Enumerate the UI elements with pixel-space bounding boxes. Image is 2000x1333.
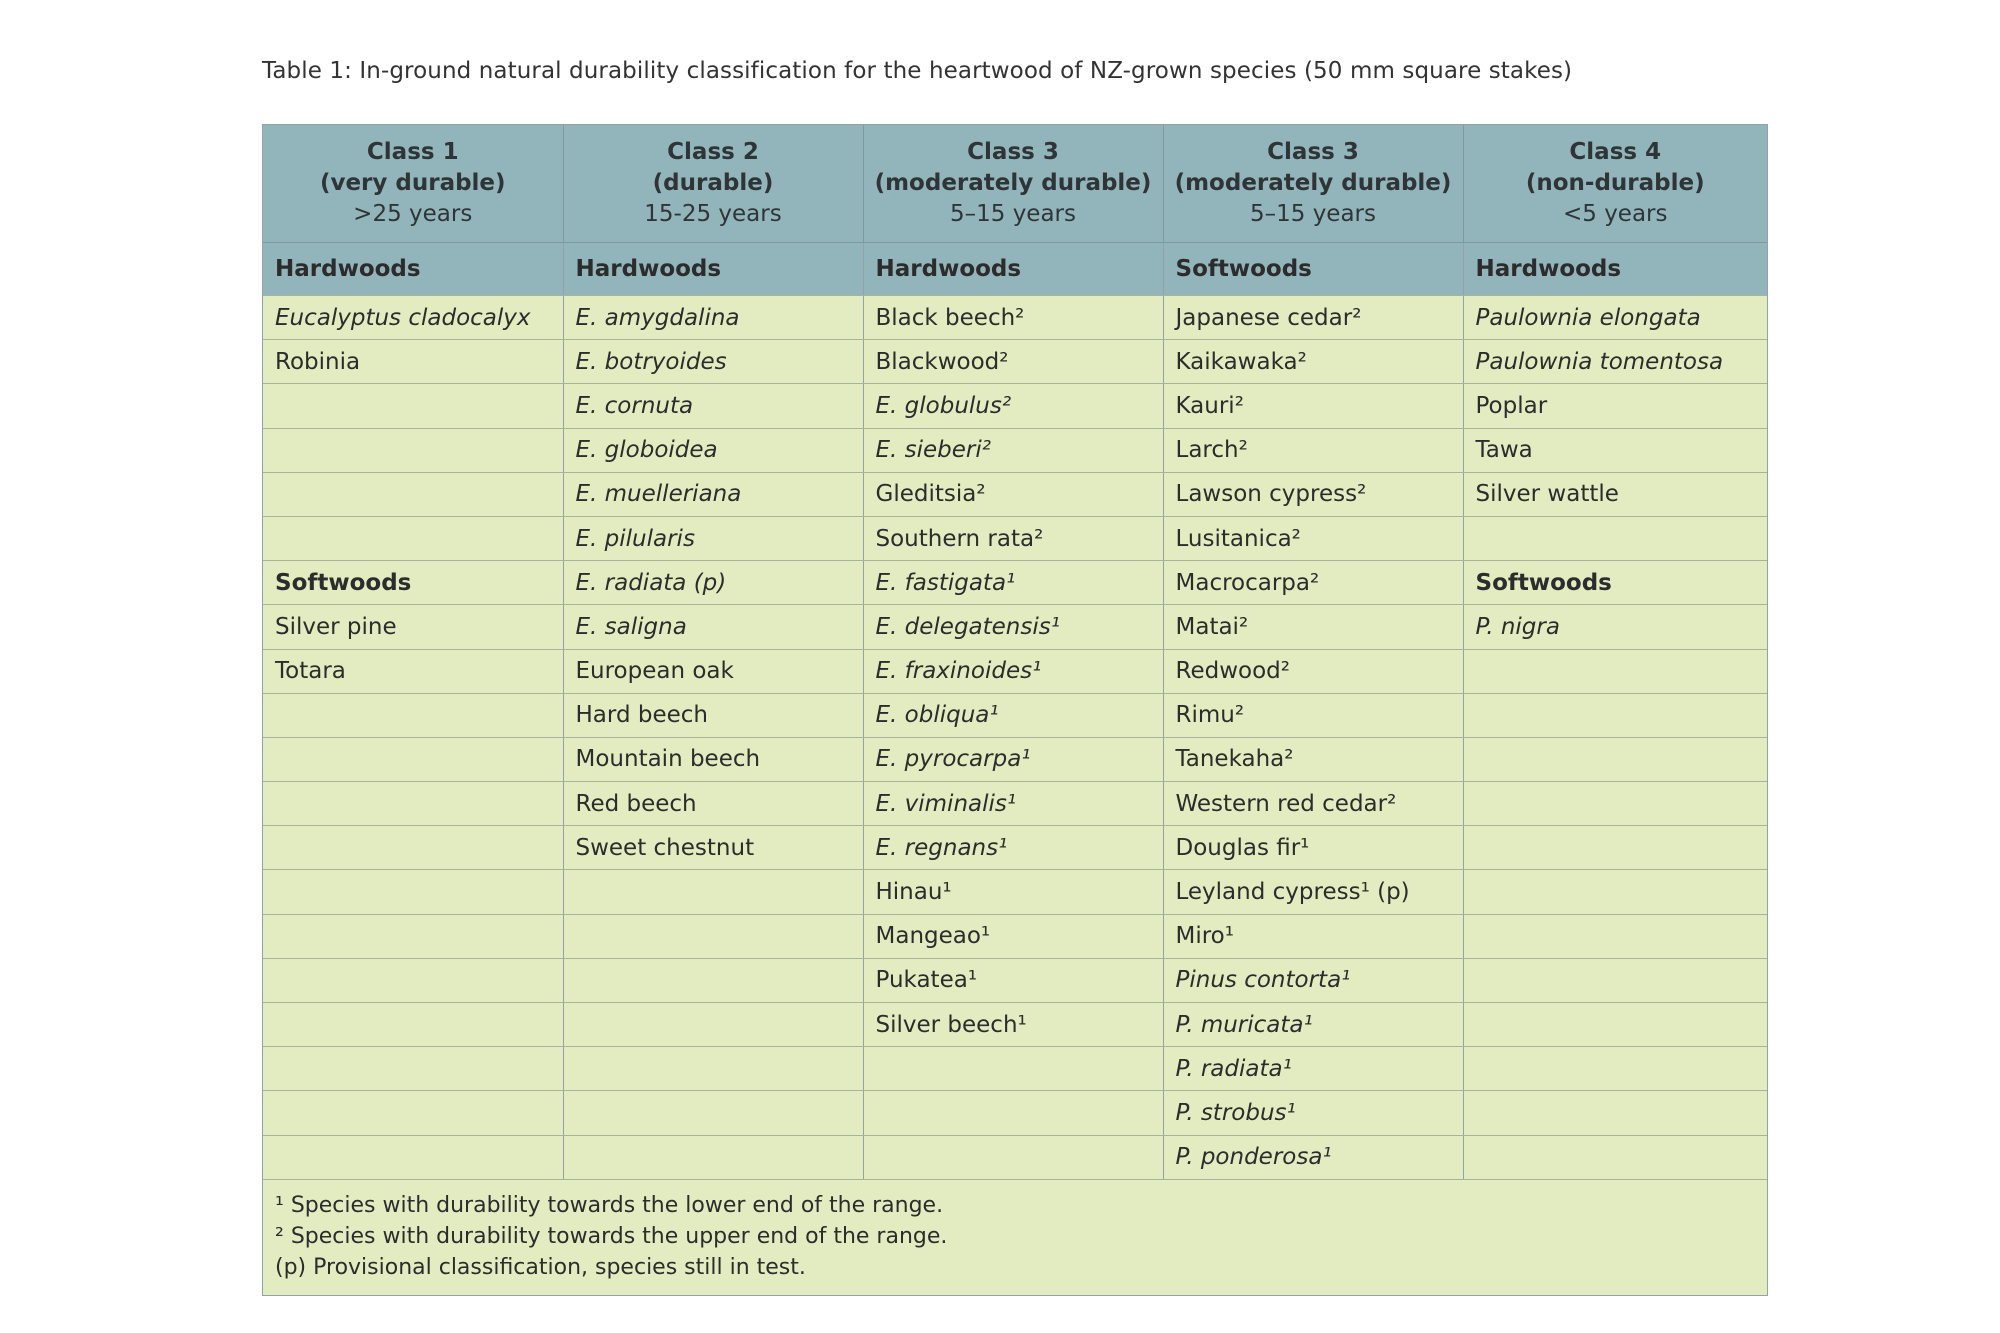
header-desc: (moderately durable) [1174, 170, 1452, 196]
column-header-4 [1163, 125, 1463, 243]
table-cell: Lawson cypress² [1163, 472, 1463, 516]
table-row [263, 782, 1767, 826]
table-cell: P. nigra [1463, 605, 1767, 649]
table-cell: Pukatea¹ [863, 958, 1163, 1002]
table-cell: Totara [263, 649, 563, 693]
table-cell [563, 1003, 863, 1047]
table-cell: Mangeao¹ [863, 914, 1163, 958]
table-row [263, 1003, 1767, 1047]
table-cell: Tanekaha² [1163, 737, 1463, 781]
table-cell [1463, 516, 1767, 560]
table-cell: Macrocarpa² [1163, 561, 1463, 605]
table-cell [1463, 693, 1767, 737]
table-row [263, 737, 1767, 781]
table-cell: Softwoods [1463, 561, 1767, 605]
table-cell: E. pilularis [563, 516, 863, 560]
table-cell [263, 826, 563, 870]
table-cell: Kaikawaka² [1163, 340, 1463, 384]
table-cell: Larch² [1163, 428, 1463, 472]
table-cell [563, 1047, 863, 1091]
table-row [263, 605, 1767, 649]
table-cell: Lusitanica² [1163, 516, 1463, 560]
table-cell [1463, 826, 1767, 870]
table-row [263, 561, 1767, 605]
header-desc: (durable) [652, 170, 774, 196]
table-header [263, 125, 1767, 243]
table-cell [1463, 914, 1767, 958]
table-cell [1463, 737, 1767, 781]
table-cell: Eucalyptus cladocalyx [263, 296, 563, 340]
header-desc: (non-durable) [1525, 170, 1705, 196]
table-cell: Rimu² [1163, 693, 1463, 737]
table-row [263, 914, 1767, 958]
table-row [263, 516, 1767, 560]
table-row [263, 1091, 1767, 1135]
table-row [263, 472, 1767, 516]
table-cell [263, 737, 563, 781]
table-cell [1463, 649, 1767, 693]
column-header-3 [863, 125, 1163, 243]
table-cell: Paulownia elongata [1463, 296, 1767, 340]
table-cell: E. sieberi² [863, 428, 1163, 472]
table-cell: Japanese cedar² [1163, 296, 1463, 340]
table-cell: E. saligna [563, 605, 863, 649]
header-years: >25 years [353, 201, 473, 227]
table-cell: P. strobus¹ [1163, 1091, 1463, 1135]
header-desc: (very durable) [319, 170, 506, 196]
table-row [263, 1047, 1767, 1091]
table-cell: Douglas fir¹ [1163, 826, 1463, 870]
table-cell: Poplar [1463, 384, 1767, 428]
table-cell [1463, 1135, 1767, 1179]
table-cell: E. botryoides [563, 340, 863, 384]
table-row [263, 870, 1767, 914]
table-cell [263, 1135, 563, 1179]
group-label: Hardwoods [863, 243, 1163, 296]
table-cell [263, 870, 563, 914]
table-row [263, 693, 1767, 737]
durability-table [262, 124, 1768, 1296]
table-cell [563, 1135, 863, 1179]
table-row [263, 340, 1767, 384]
table-row [263, 1135, 1767, 1179]
header-class: Class 4 [1569, 139, 1662, 165]
group-label-row [263, 243, 1767, 296]
table-cell: Robinia [263, 340, 563, 384]
table-cell: Western red cedar² [1163, 782, 1463, 826]
table-cell: E. muelleriana [563, 472, 863, 516]
header-years: 5–15 years [1249, 201, 1376, 227]
table-row [263, 384, 1767, 428]
table-cell [263, 1003, 563, 1047]
footnote-3: (p) Provisional classification, species still in test. [275, 1254, 806, 1280]
table-cell [563, 1091, 863, 1135]
table-row [263, 296, 1767, 340]
column-header-2 [563, 125, 863, 243]
table-cell: Blackwood² [863, 340, 1163, 384]
table-cell: Pinus contorta¹ [1163, 958, 1463, 1002]
table-cell: Redwood² [1163, 649, 1463, 693]
table-cell: Black beech² [863, 296, 1163, 340]
table-cell [263, 958, 563, 1002]
table-cell: Miro¹ [1163, 914, 1463, 958]
table-cell: E. regnans¹ [863, 826, 1163, 870]
table-cell [263, 914, 563, 958]
table-cell [563, 870, 863, 914]
table-cell: E. delegatensis¹ [863, 605, 1163, 649]
header-years: 5–15 years [949, 201, 1076, 227]
table-cell: E. amygdalina [563, 296, 863, 340]
table-cell [1463, 782, 1767, 826]
table-cell [1463, 1047, 1767, 1091]
column-header-1 [263, 125, 563, 243]
table-cell [263, 782, 563, 826]
table-row [263, 649, 1767, 693]
group-label: Softwoods [1163, 243, 1463, 296]
table-cell: Mountain beech [563, 737, 863, 781]
table-cell: E. radiata (p) [563, 561, 863, 605]
table-body [263, 243, 1767, 1180]
table-cell: E. globoidea [563, 428, 863, 472]
table-cell [263, 472, 563, 516]
table-cell: Hard beech [563, 693, 863, 737]
table-cell [263, 384, 563, 428]
table-row [263, 826, 1767, 870]
table-cell [863, 1135, 1163, 1179]
table-cell: P. muricata¹ [1163, 1003, 1463, 1047]
table-cell: Southern rata² [863, 516, 1163, 560]
header-class: Class 3 [967, 139, 1059, 165]
header-class: Class 1 [366, 139, 459, 165]
table-cell: Softwoods [263, 561, 563, 605]
table-caption: Table 1: In-ground natural durability classification for the heartwood of NZ-grown species (50 mm square stakes) [262, 58, 1573, 84]
table-cell: Hinau¹ [863, 870, 1163, 914]
table-cell: Leyland cypress¹ (p) [1163, 870, 1463, 914]
table-cell: Paulownia tomentosa [1463, 340, 1767, 384]
table-cell: Silver beech¹ [863, 1003, 1163, 1047]
table-cell: E. cornuta [563, 384, 863, 428]
table-cell: P. radiata¹ [1163, 1047, 1463, 1091]
table-cell [1463, 1003, 1767, 1047]
table-cell [263, 1091, 563, 1135]
table-cell [263, 693, 563, 737]
table-cell [1463, 1091, 1767, 1135]
table-cell: E. fraxinoides¹ [863, 649, 1163, 693]
table-cell [563, 958, 863, 1002]
table-cell [263, 516, 563, 560]
header-years: 15-25 years [644, 201, 782, 227]
table-cell [263, 428, 563, 472]
table-cell: Silver pine [263, 605, 563, 649]
group-label: Hardwoods [1463, 243, 1767, 296]
table-cell [1463, 958, 1767, 1002]
table-cell: European oak [563, 649, 863, 693]
header-desc: (moderately durable) [874, 170, 1152, 196]
table-row [263, 428, 1767, 472]
table-cell: E. viminalis¹ [863, 782, 1163, 826]
table-cell: E. obliqua¹ [863, 693, 1163, 737]
group-label: Hardwoods [263, 243, 563, 296]
table-cell: Tawa [1463, 428, 1767, 472]
table-cell: E. pyrocarpa¹ [863, 737, 1163, 781]
footnotes [263, 1180, 1767, 1295]
table-cell: Sweet chestnut [563, 826, 863, 870]
header-years: <5 years [1562, 201, 1668, 227]
table-cell [263, 1047, 563, 1091]
table-cell: Matai² [1163, 605, 1463, 649]
header-class: Class 2 [667, 139, 759, 165]
footnote-2: ² Species with durability towards the upper end of the range. [275, 1223, 948, 1249]
table-cell: Kauri² [1163, 384, 1463, 428]
table-cell [863, 1047, 1163, 1091]
table-cell [563, 914, 863, 958]
table-cell: Red beech [563, 782, 863, 826]
table-cell: Gleditsia² [863, 472, 1163, 516]
table-row [263, 958, 1767, 1002]
column-header-5 [1463, 125, 1767, 243]
footnote-1: ¹ Species with durability towards the lower end of the range. [275, 1192, 944, 1218]
group-label: Hardwoods [563, 243, 863, 296]
table-cell: P. ponderosa¹ [1163, 1135, 1463, 1179]
table-cell: E. globulus² [863, 384, 1163, 428]
table-cell: E. fastigata¹ [863, 561, 1163, 605]
table-cell [1463, 870, 1767, 914]
table-cell: Silver wattle [1463, 472, 1767, 516]
header-class: Class 3 [1267, 139, 1359, 165]
table-cell [863, 1091, 1163, 1135]
